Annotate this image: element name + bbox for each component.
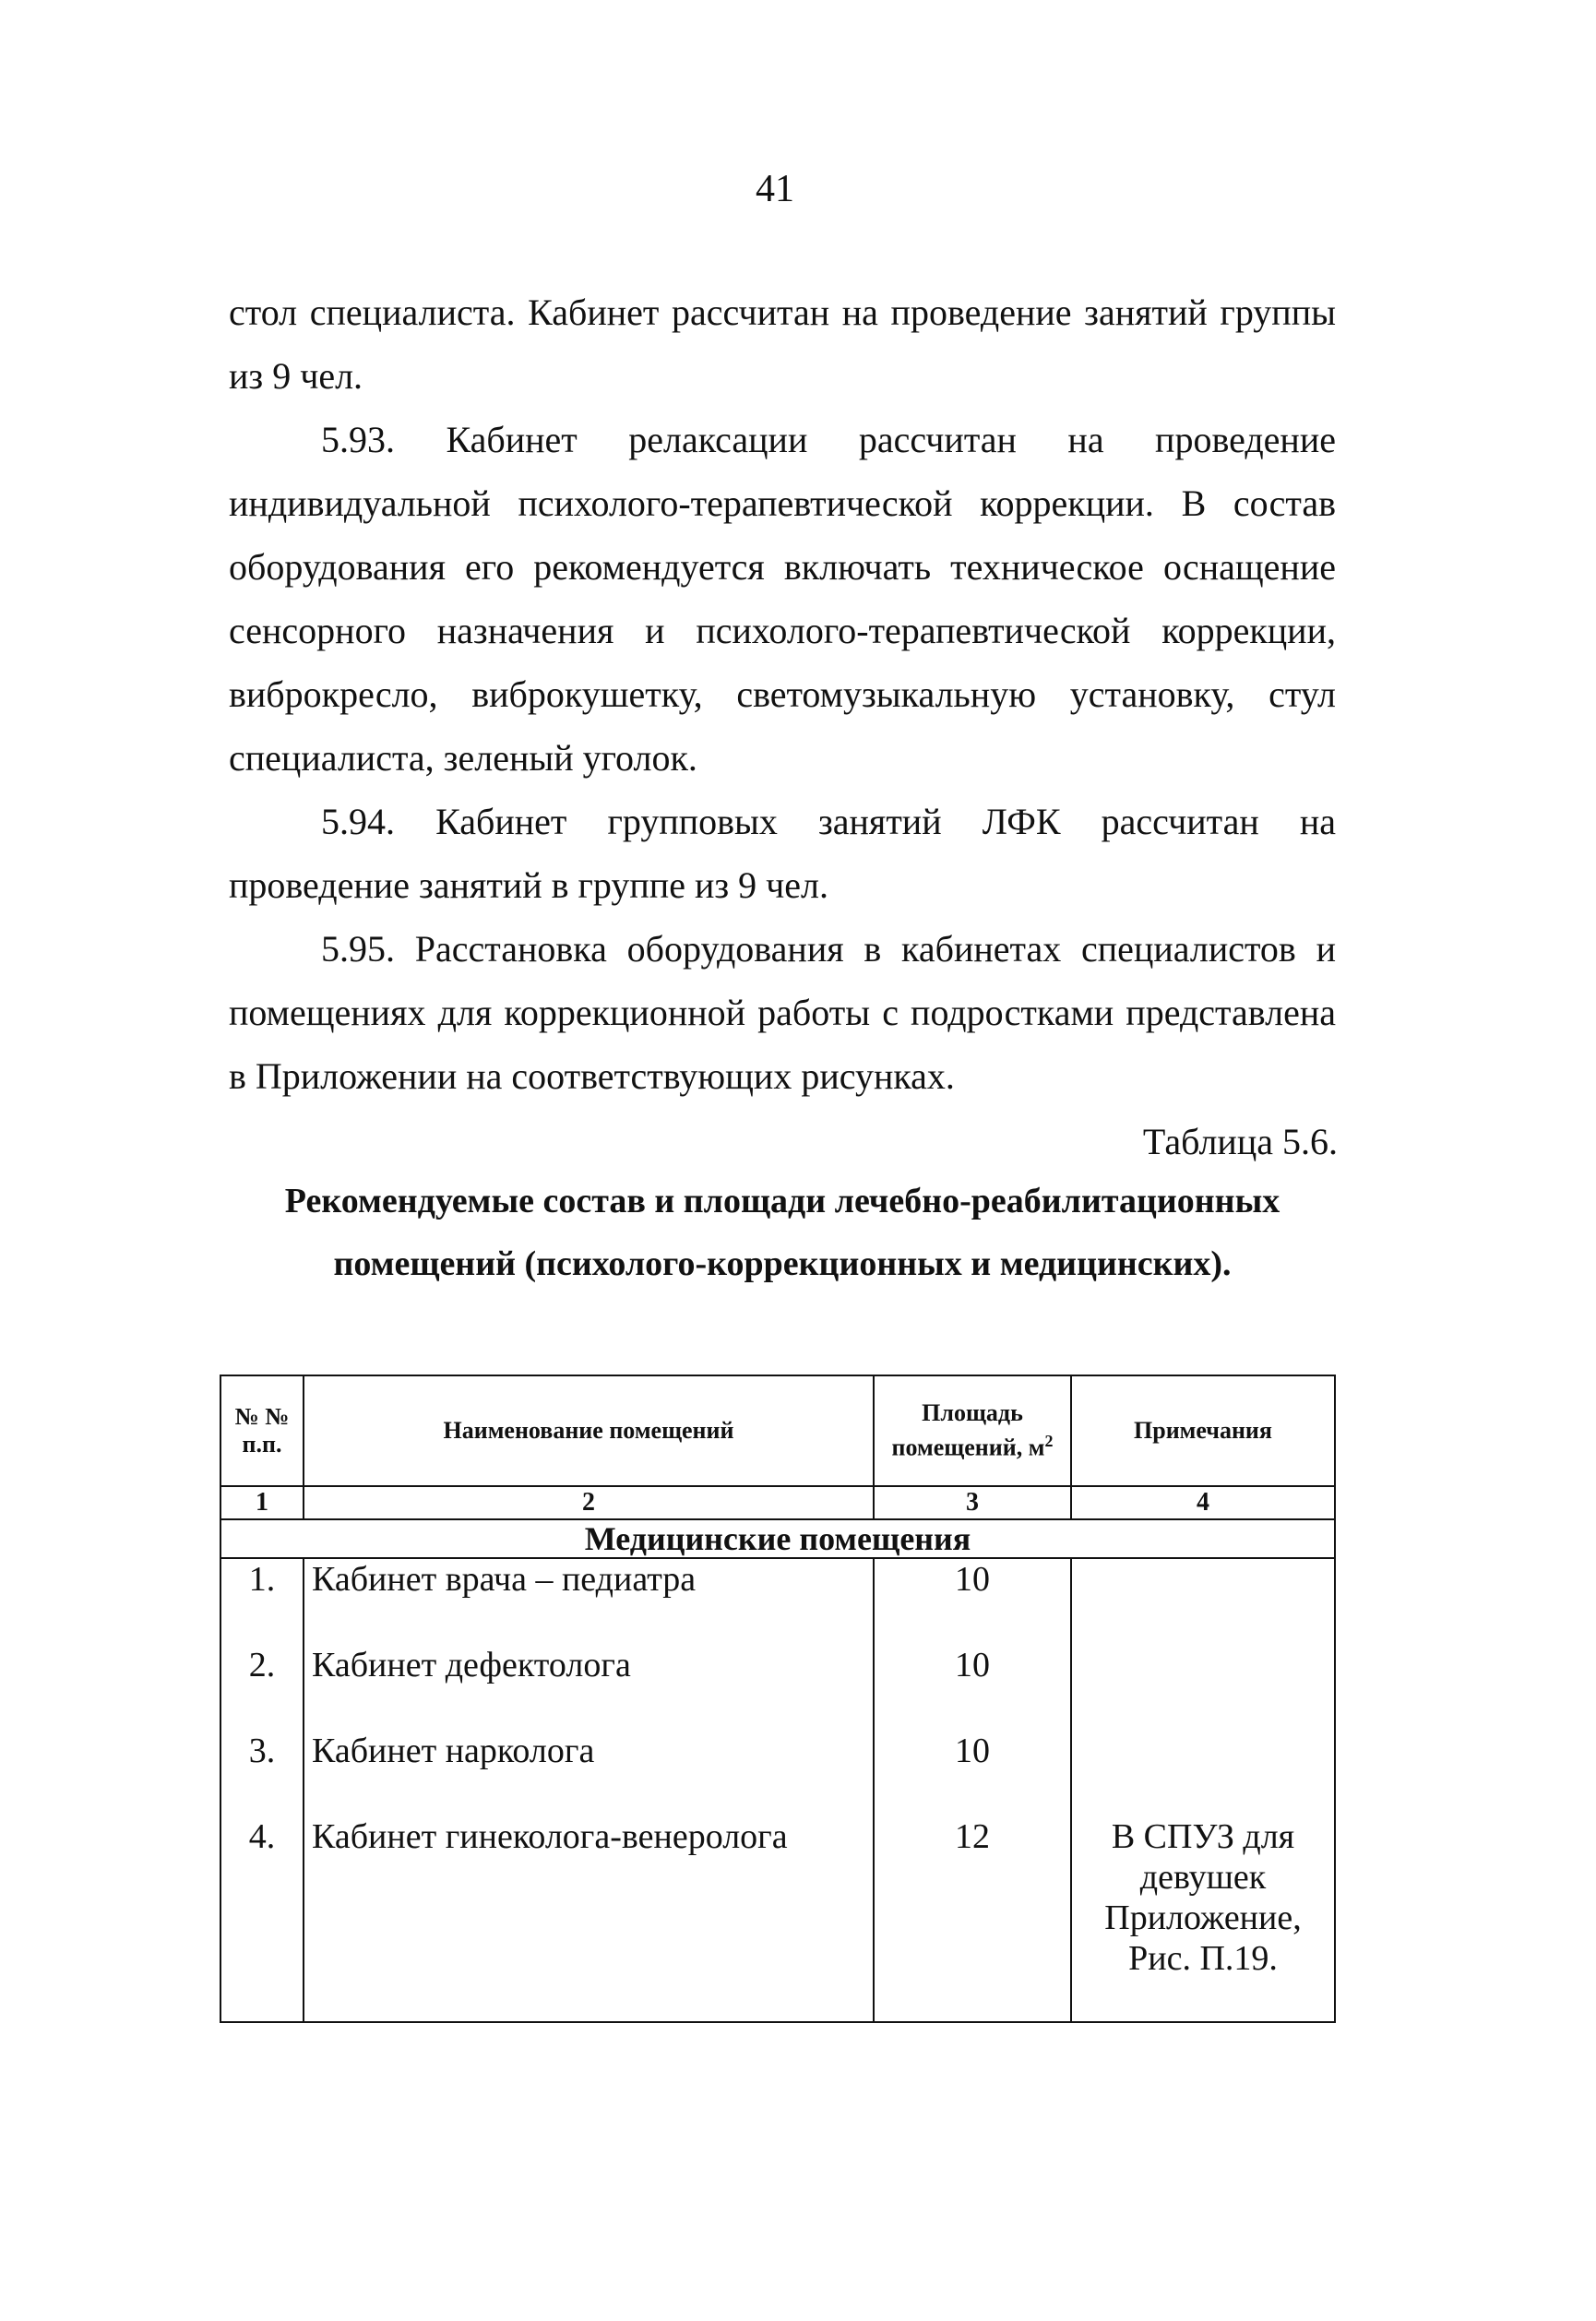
table-row bbox=[220, 1645, 1335, 1731]
row-area: 10 bbox=[874, 1558, 1071, 1645]
column-number: 4 bbox=[1071, 1486, 1335, 1519]
section-row bbox=[220, 1519, 1335, 1558]
column-number: 1 bbox=[220, 1486, 304, 1519]
table-title: Рекомендуемые состав и площади лечебно-реабилитационных помещений (психолого-коррекционных и медицинских). bbox=[284, 1182, 1280, 1283]
row-note: В СПУЗ для девушек Приложение, Рис. П.19. bbox=[1071, 1816, 1335, 2022]
row-num: 2. bbox=[220, 1645, 304, 1731]
section-title: Медицинские помещения bbox=[220, 1519, 1335, 1558]
table-row bbox=[220, 1558, 1335, 1645]
row-name: Кабинет нарколога bbox=[304, 1731, 874, 1816]
row-name: Кабинет врача – педиатра bbox=[304, 1558, 874, 1645]
row-area: 10 bbox=[874, 1645, 1071, 1731]
row-num: 3. bbox=[220, 1731, 304, 1816]
page-number: 41 bbox=[756, 168, 794, 210]
row-num: 4. bbox=[220, 1816, 304, 2022]
header-area bbox=[874, 1375, 1071, 1486]
row-num: 1. bbox=[220, 1558, 304, 1645]
column-number-row bbox=[220, 1486, 1335, 1519]
header-area-sup: 2 bbox=[1044, 1432, 1054, 1451]
paragraph-5-94: 5.94. Кабинет групповых занятий ЛФК рассчитан на проведение занятий в группе из 9 чел. bbox=[229, 801, 1336, 906]
paragraph-continuation: стол специалиста. Кабинет рассчитан на проведение занятий группы из 9 чел. bbox=[229, 292, 1336, 397]
row-area: 12 bbox=[874, 1816, 1071, 2022]
header-area-text: Площадь помещений, м bbox=[891, 1399, 1045, 1461]
rooms-table bbox=[220, 1375, 1336, 2023]
header-num: № № п.п. bbox=[220, 1375, 304, 1486]
row-name: Кабинет дефектолога bbox=[304, 1645, 874, 1731]
paragraph-5-93: 5.93. Кабинет релаксации рассчитан на проведение индивидуальной психолого-терапевтической коррекции. В состав оборудования его рекомендуется включать техническое оснащение сенсорного назначения и психолого-терапевтической коррекции, виброкресло, виброкушетку, светомузыкальную установку, стул специалиста, зеленый уголок. bbox=[229, 419, 1336, 779]
row-note bbox=[1071, 1558, 1335, 1645]
row-name: Кабинет гинеколога-венеролога bbox=[304, 1816, 874, 2022]
table-label: Таблица 5.6. bbox=[1142, 1121, 1338, 1162]
table-row bbox=[220, 1816, 1335, 2022]
table-row bbox=[220, 1731, 1335, 1816]
paragraph-5-95: 5.95. Расстановка оборудования в кабинетах специалистов и помещениях для коррекционной работы с подростками представлена в Приложении на соответствующих рисунках. bbox=[229, 928, 1336, 1097]
row-note bbox=[1071, 1731, 1335, 1816]
column-number: 2 bbox=[304, 1486, 874, 1519]
column-number: 3 bbox=[874, 1486, 1071, 1519]
row-note bbox=[1071, 1645, 1335, 1731]
header-note: Примечания bbox=[1071, 1375, 1335, 1486]
table-header-row bbox=[220, 1375, 1335, 1486]
row-area: 10 bbox=[874, 1731, 1071, 1816]
header-name: Наименование помещений bbox=[304, 1375, 874, 1486]
